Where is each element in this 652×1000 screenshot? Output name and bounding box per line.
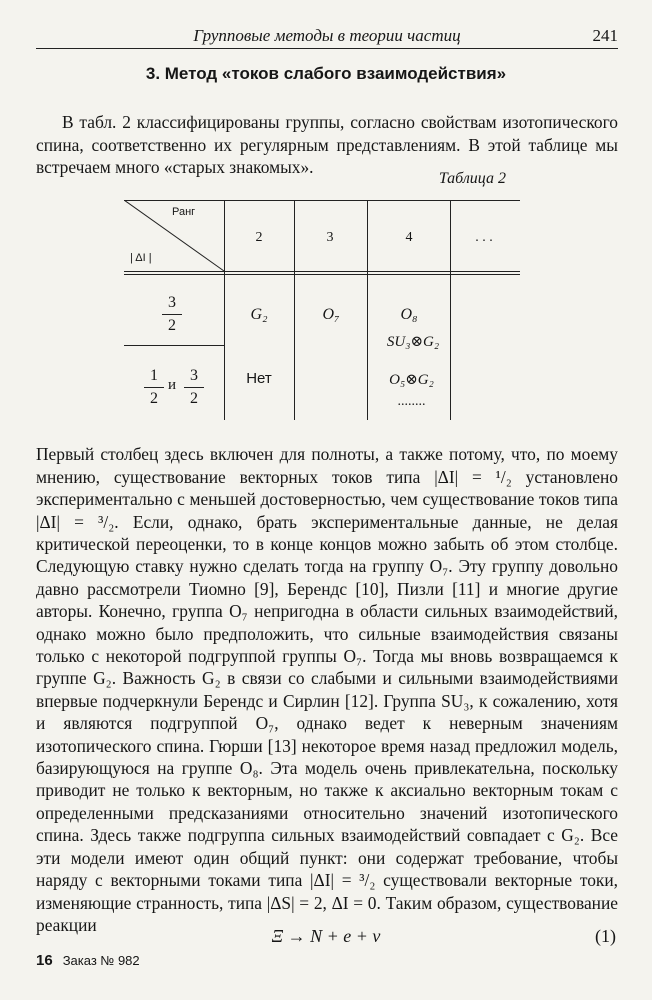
signature-number: 16 [36,952,53,969]
corner-row-label: Ранг [172,206,196,218]
section-title: 3. Метод «токов слабого взаимодействия» [145,64,507,83]
cell-o7: O₇ [322,306,340,323]
table-row-divider [124,345,224,346]
equation: Ξ → N + e + ν [271,926,381,946]
cell-g2: G₂ [250,306,268,323]
row-label-half: 1 2 [144,367,164,408]
classification-table [124,200,520,420]
running-header [36,26,618,49]
table-header-rule-double [124,274,520,275]
equation-number: (1) [595,926,616,946]
rank-header-4: 4 [405,230,413,245]
table-col-rule [294,200,295,420]
table-caption: Таблица 2 [438,170,506,187]
print-order: Заказ № 982 [62,953,140,968]
table-col-rule [450,200,451,420]
printer-footer [36,952,140,969]
page-number: 241 [592,26,618,45]
cell-ellipsis: ........ [397,394,426,409]
rank-header-2: 2 [255,230,263,245]
table-col-rule [367,200,368,420]
rank-header-3: 3 [326,230,334,245]
cell-none: Нет [246,370,272,387]
cell-o8: O₈ [400,306,418,323]
main-paragraph: Первый столбец здесь включен для полноты, а также потому, что, по моему мнению, существование векторных токов типа |ΔI| = ¹/₂ установлено экспериментально с меньшей достоверностью, чем существование токов типа |ΔI| = ³/₂. Если, однако, брать экспериментальные данные, не делая критической переоценки, то в конце концов можно забыть об этом столбце. Следующую ставку нужно сделать тогда на группу O₇. Эту группу довольно давно рассмотрели Тиомно [9], Берендс [10], Пизли [11] и многие другие авторы. Конечно, группа O₇ непригодна в области сильных взаимодействий, однако можно было предположить, что сильные взаимодействия связаны только с некоторой подгруппой группы O₇. Тогда мы вновь возвращаемся к группе G₂. Важность G₂ в связи со слабыми и сильными взаимодействиями впервые подчеркнули Берендс и Сирлин [12]. Группа SU₃, к сожалению, хотя и являются подгруппой O₇, однако ведет к неверным значениям изотопического спина. Гюрши [13] некоторое время назад предложил модель, базирующуюся на группе O₈. Эта модель очень привлекательна, поскольку приводит не только к векторным, но также к аксиально векторным токам с определенными предсказаниями относительно значений изотопического спина. Здесь также подгруппа сильных взаимодействий совпадает с G₂. Все эти модели имеют один общий пункт: они содержат требование, чтобы наряду с векторными токами типа |ΔI| = ³/₂ существовали векторные токи, изменяющие странность, типа |ΔS| = 2, ΔI = 0. Таким образом, существование реакции [36,444,618,935]
intro-paragraph: В табл. 2 классифицированы группы, согласно свойствам изотопического спина, соответственно их регулярным представлениям. В этой таблице мы встречаем много «старых знакомых». [36,112,618,178]
corner-col-label: | ΔI | [130,252,152,264]
row-label-and: и [168,377,177,393]
cell-o5-g2: O₅⊗G₂ [389,372,434,388]
running-title: Групповые методы в теории частиц [193,26,461,45]
rank-header-more: . . . [475,230,493,245]
cell-su3-g2: SU₃⊗G₂ [386,334,440,350]
row-label-three-halves: 3 2 [162,294,182,335]
row-label-three-halves-2: 3 2 [184,367,204,408]
